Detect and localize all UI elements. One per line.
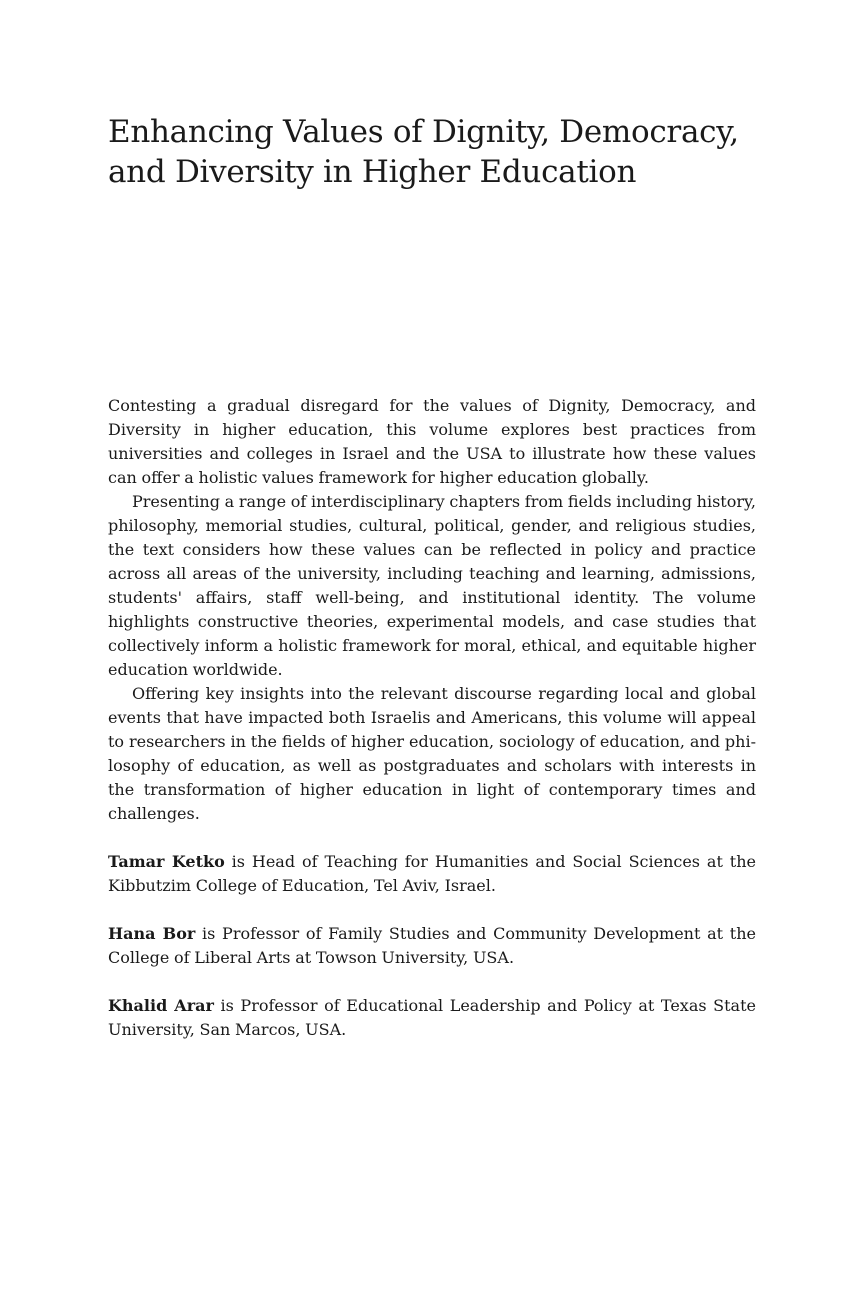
author-bio-2: [108, 922, 756, 970]
author-bio-1: [108, 850, 756, 898]
author-name-3: Khalid Arar: [108, 996, 214, 1015]
author-name-1: Tamar Ketko: [108, 852, 225, 871]
book-title-line-2: and Diversity in Higher Education: [108, 154, 637, 190]
author-bio-3: [108, 994, 756, 1042]
book-description: [108, 394, 756, 1042]
description-paragraph-3: Offering key insights into the relevant discourse regarding local and global events that have impacted both Israelis and Americans, this volume will appeal to researchers in the fields of higher education, sociology of education, and philosophy of education, as well as postgraduates and scholars with interests in the transformation of higher education in light of contemporary times and challenges.: [108, 684, 756, 823]
book-title: [108, 112, 788, 192]
author-name-2: Hana Bor: [108, 924, 196, 943]
description-paragraph-1: Contesting a gradual disregard for the values of Dignity, Democracy, and Diversity in higher education, this volume explores best practices from universities and colleges in Israel and the USA to illustrate how these values can offer a holistic values framework for higher education globally.: [108, 396, 756, 487]
author-bio-text-2: is Professor of Family Studies and Community Development at the College of Liberal Arts at Towson University, USA.: [108, 924, 757, 967]
author-bio-text-1: is Head of Teaching for Humanities and Social Sciences at the Kibbutzim College of Education, Tel Aviv, Israel.: [108, 852, 756, 895]
description-paragraph-2: Presenting a range of interdisciplinary chapters from fields including history, philosophy, memorial studies, cultural, political, gender, and religious studies, the text considers how these values can be reflected in policy and practice across all areas of the university, including teaching and learning, admissions, students' affairs, staff well-being, and institutional identity. The volume highlights constructive theories, experimental models, and case studies that collectively inform a holistic framework for moral, ethical, and equitable higher education worldwide.: [108, 492, 757, 679]
author-bio-text-3: is Professor of Educational Leadership and Policy at Texas State University, San Marcos, USA.: [108, 996, 756, 1039]
book-title-line-1: Enhancing Values of Dignity, Democracy,: [108, 114, 739, 150]
